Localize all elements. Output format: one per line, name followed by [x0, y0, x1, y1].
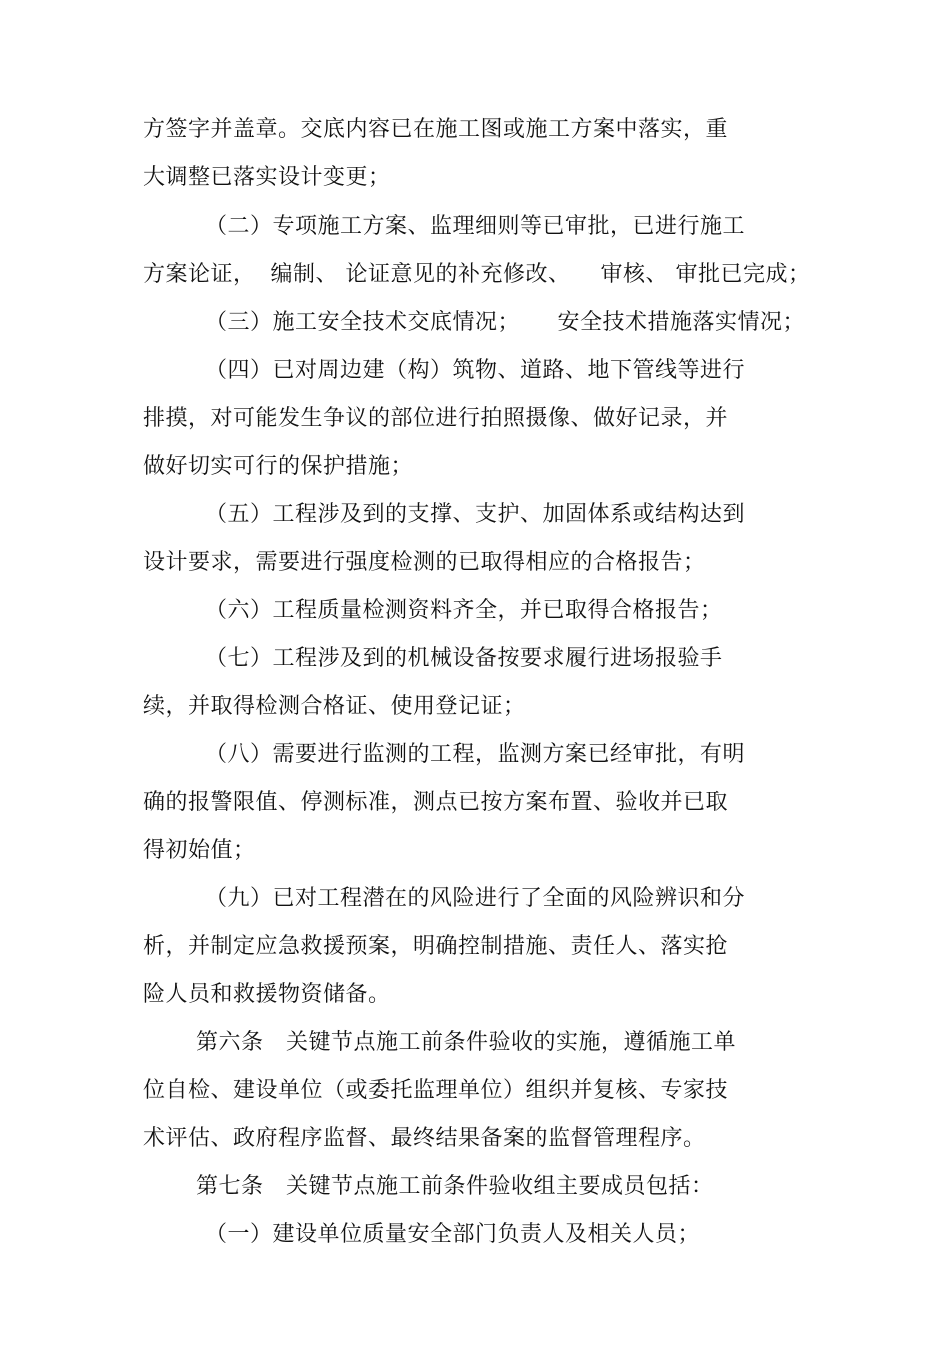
text-line-1: 方签字并盖章。交底内容已在施工图或施工方案中落实，重 — [143, 117, 729, 142]
text-line-15: 确的报警限值、停测标准，测点已按方案布置、验收并已取 — [143, 790, 729, 815]
text-line-2: 大调整已落实设计变更； — [143, 165, 391, 190]
text-line-17: （九）已对工程潜在的风险进行了全面的风险辨识和分 — [205, 886, 746, 911]
text-line-23: 第七条 关键节点施工前条件验收组主要成员包括： — [196, 1174, 714, 1199]
text-line-3: （二）专项施工方案、监理细则等已审批，已进行施工 — [205, 214, 746, 239]
text-line-7: 排摸，对可能发生争议的部位进行拍照摄像、做好记录，并 — [143, 406, 729, 431]
text-line-21: 位自检、建设单位（或委托监理单位）组织并复核、专家技 — [143, 1078, 729, 1103]
text-line-22: 术评估、政府程序监督、最终结果备案的监督管理程序。 — [143, 1126, 706, 1151]
text-line-6: （四）已对周边建（构）筑物、道路、地下管线等进行 — [205, 358, 746, 383]
text-line-4: 方案论证， 编制、 论证意见的补充修改、 审核、 审批已完成； — [143, 262, 811, 287]
text-line-16: 得初始值； — [143, 838, 256, 863]
text-line-5: （三）施工安全技术交底情况； 安全技术措施落实情况； — [205, 310, 805, 335]
text-line-8: 做好切实可行的保护措施； — [143, 454, 414, 479]
text-line-13: 续，并取得检测合格证、使用登记证； — [143, 694, 526, 719]
text-line-20: 第六条 关键节点施工前条件验收的实施，遵循施工单 — [196, 1030, 736, 1055]
text-line-9: （五）工程涉及到的支撑、支护、加固体系或结构达到 — [205, 502, 746, 527]
text-line-19: 险人员和救援物资储备。 — [143, 982, 391, 1007]
text-line-12: （七）工程涉及到的机械设备按要求履行进场报验手 — [205, 646, 723, 671]
text-line-24: （一）建设单位质量安全部门负责人及相关人员； — [205, 1222, 701, 1247]
text-line-14: （八）需要进行监测的工程，监测方案已经审批，有明 — [205, 742, 746, 767]
text-line-10: 设计要求，需要进行强度检测的已取得相应的合格报告； — [143, 550, 706, 575]
text-line-11: （六）工程质量检测资料齐全，并已取得合格报告； — [205, 598, 723, 623]
text-line-18: 析，并制定应急救援预案，明确控制措施、责任人、落实抢 — [143, 934, 729, 959]
